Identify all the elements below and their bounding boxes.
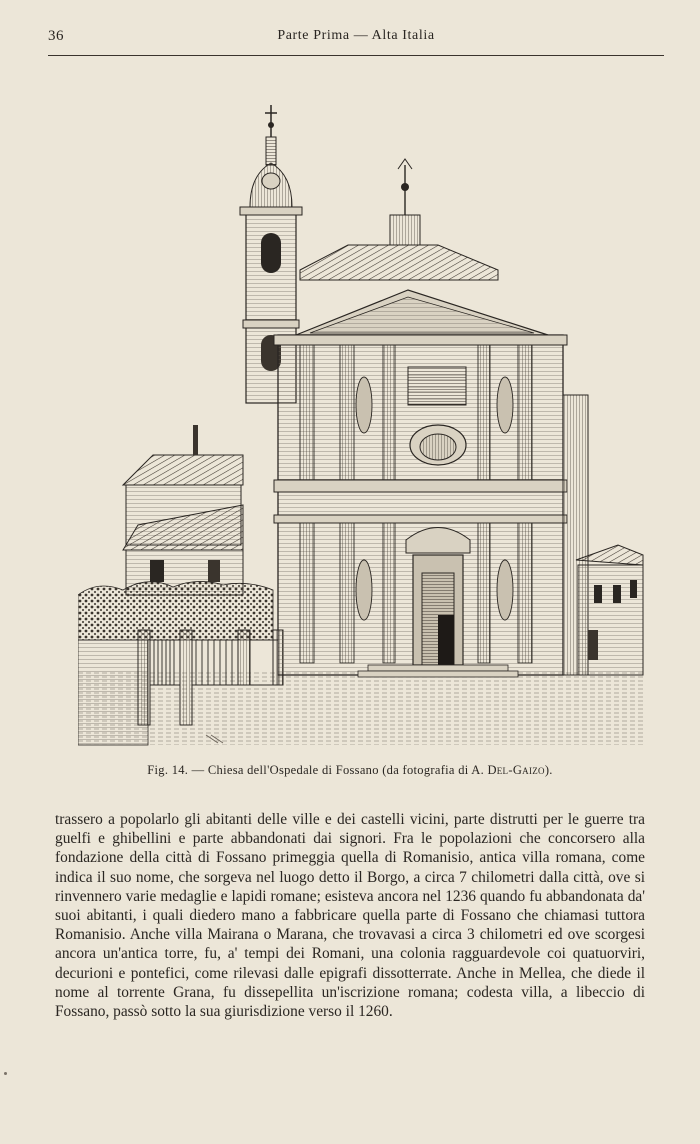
margin-mark xyxy=(4,1072,7,1075)
church-facade xyxy=(274,290,567,677)
running-title: Parte Prima — Alta Italia xyxy=(277,28,435,43)
figure-label: Fig. 14. xyxy=(147,763,189,777)
page-header xyxy=(48,28,664,52)
body-paragraph: trassero a popolarlo gli abitanti delle ville e dei castelli vicini, parte distrutti per le guerre tra guelfi e ghibellini e parte abbandonati dai signori. Fra le popolazioni che concorsero alla fondazione della città di Fossano primeggia quella di Romanisio, antica villa romana, come indica il suo nome, che sorgeva nel luogo detto il Borgo, a circa 7 chilometri dalla città, ove si rinvennero varie medaglie e lapidi romane; esisteva ancora nel 1236 quando fu abbandonata da' suoi abitanti, i quali diedero mano a fabbricare quella parte di Fossano che chiamasi tuttora Romanisio. Anche villa Mairana o Marana, che trovavasi a circa 3 chilometri ed ove scorgesi ancora un'antica torre, fu, a' tempi dei Romani, una colonia ragguardevole coi quatuorviri, decurioni e pontefici, come rilevasi dalle epigrafi dissotterrate. Anche in Mellea, che diede il nome al torrente Grana, fu dissepellita un'iscrizione romana; codesta villa, a libeccio di Fossano, passò sotto la sua giurisdizione verso il 1260. xyxy=(55,811,645,1021)
header-rule xyxy=(48,55,664,56)
figure-caption xyxy=(40,763,660,778)
page-number: 36 xyxy=(48,28,64,44)
figure-caption-text: — Chiesa dell'Ospedale di Fossano (da fotografia di A. xyxy=(191,763,488,777)
figure-caption-end: ). xyxy=(544,763,553,777)
dome-lantern xyxy=(300,159,498,280)
figure-illustration xyxy=(78,95,646,755)
figure-caption-credit: Del-Gaizo xyxy=(487,763,545,777)
church-engraving xyxy=(78,95,646,755)
right-side-building xyxy=(563,395,643,675)
ground-plaza xyxy=(78,670,646,745)
left-house xyxy=(123,425,243,595)
